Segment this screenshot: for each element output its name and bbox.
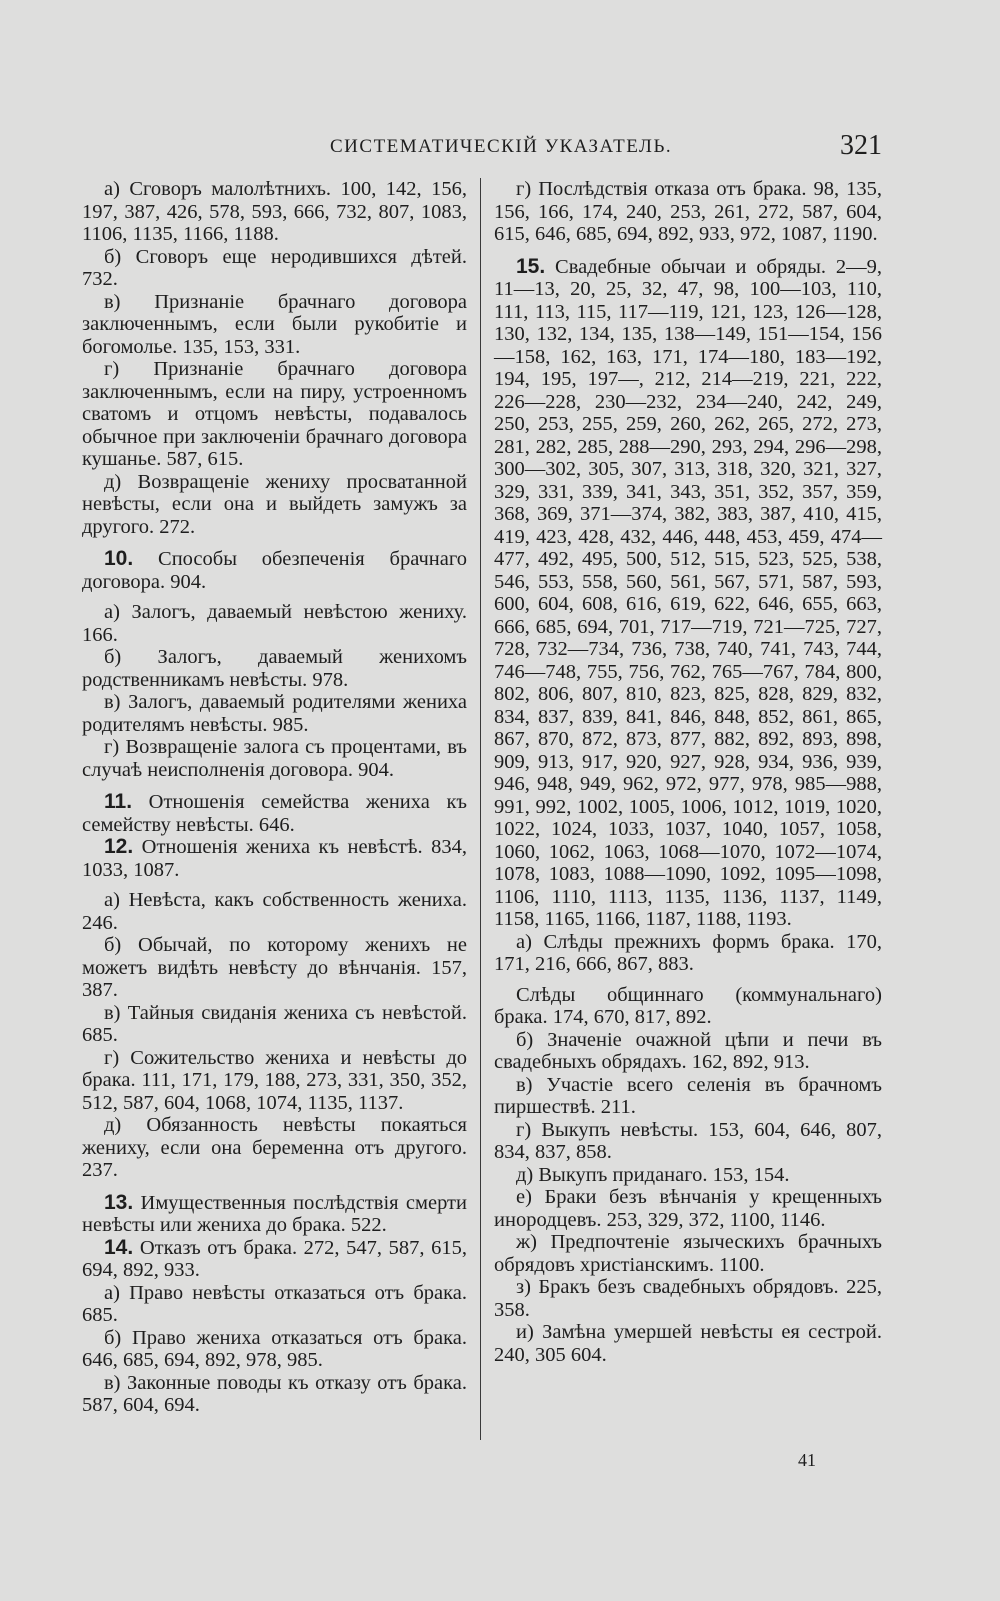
index-entry: д) Обязанность невѣсты покаяться жениху, если она беременна отъ другого. 237. xyxy=(82,1114,467,1181)
section-text: Отказъ отъ брака. 272, 547, 587, 615, 694, 892, 933. xyxy=(82,1236,467,1281)
left-column xyxy=(82,178,467,1417)
index-entry: г) Сожительство жениха и невѣсты до брака. 111, 171, 179, 188, 273, 331, 350, 352, 512, 587, 604, 1068, 1074, 1135, 1137. xyxy=(82,1046,467,1114)
section-heading-13 xyxy=(82,1192,467,1237)
section-text: Способы обезпеченія брачнаго договора. 904. xyxy=(82,548,467,593)
index-entry: а) Слѣды прежнихъ формъ брака. 170, 171, 216, 666, 867, 883. xyxy=(494,930,882,975)
column-divider xyxy=(480,178,481,1440)
right-column xyxy=(494,178,882,1366)
section-heading-11 xyxy=(82,791,467,836)
index-entry: в) Участіе всего селенія въ брачномъ пиршествѣ. 211. xyxy=(494,1073,882,1118)
index-entry: в) Признаніе брачнаго договора заключеннымъ, если были рукобитіе и богомолье. 135, 153, 331. xyxy=(82,290,467,358)
index-entry: г) Выкупъ невѣсты. 153, 604, 646, 807, 834, 837, 858. xyxy=(494,1118,882,1163)
page-title: СИСТЕМАТИЧЕСКІЙ УКАЗАТЕЛЬ. xyxy=(330,136,673,157)
index-entry: з) Бракъ безъ свадебныхъ обрядовъ. 225, 358. xyxy=(494,1276,882,1321)
section-number: 14. xyxy=(104,1235,134,1259)
section-number: 13. xyxy=(104,1190,134,1214)
index-entry: д) Возвращеніе жениху просватанной невѣсты, если она и выйдеть замужъ за другого. 272. xyxy=(82,470,467,538)
section-number: 15. xyxy=(516,254,546,278)
index-entry: а) Невѣста, какъ собственность жениха. 246. xyxy=(82,889,467,934)
section-text: Отношенія семейства жениха къ семейству невѣсты. 646. xyxy=(82,791,468,836)
index-entry: г) Возвращеніе залога съ процентами, въ случаѣ неисполненія договора. 904. xyxy=(82,736,467,781)
section-heading-10 xyxy=(82,548,467,593)
index-entry: б) Сговоръ еще неродившихся дѣтей. 732. xyxy=(82,245,467,290)
section-number: 11. xyxy=(104,790,133,813)
index-entry: в) Залогъ, даваемый родителями жениха родителямъ невѣсты. 985. xyxy=(82,691,467,736)
running-head xyxy=(82,130,882,164)
index-entry: б) Значеніе очажной цѣпи и печи въ свадебныхъ обрядахъ. 162, 892, 913. xyxy=(494,1028,882,1073)
section-heading-15 xyxy=(494,256,882,931)
index-entry: и) Замѣна умершей невѣсты ея сестрой. 240, 305 604. xyxy=(494,1321,882,1366)
page-number: 321 xyxy=(840,130,882,161)
index-entry: б) Право жениха отказаться отъ брака. 646, 685, 694, 892, 978, 985. xyxy=(82,1326,467,1371)
index-entry: в) Законные поводы къ отказу отъ брака. 587, 604, 694. xyxy=(82,1371,467,1416)
index-entry: е) Браки безъ вѣнчанія у крещенныхъ инородцевъ. 253, 329, 372, 1100, 1146. xyxy=(494,1186,882,1231)
index-entry: б) Залогъ, даваемый женихомъ родственникамъ невѣсты. 978. xyxy=(82,646,467,691)
index-entry: г) Послѣдствія отказа отъ брака. 98, 135, 156, 166, 174, 240, 253, 261, 272, 587, 604, 615, 646, 685, 694, 892, 933, 972, 1087, 1190. xyxy=(494,178,882,245)
index-entry: а) Залогъ, даваемый невѣстою жениху. 166. xyxy=(82,601,467,646)
section-text: Имущественныя послѣдствія смерти невѣсты или жениха до брака. 522. xyxy=(82,1191,467,1236)
index-entry: д) Выкупъ приданаго. 153, 154. xyxy=(516,1163,790,1186)
index-entry: в) Тайныя свиданія жениха съ невѣстой. 685. xyxy=(82,1001,467,1046)
index-entry: б) Обычай, по которому женихъ не можетъ видѣть невѣсту до вѣнчанія. 157, 387. xyxy=(82,934,467,1001)
section-text: Свадебные обычаи и обряды. 2—9, 11—13, 20, 25, 32, 47, 98, 100—103, 110, 111, 113, 115, 117—119, 121, 123, 126—128, 130, 132, 134, 135, 138—149, 151—154, 156—158, 162, 163, 171, 174—180, 183—192, 194, 195, 197—, 212, 214—219, 221, 222, 226—228, 230—232, 234—240, 242, 249, 250, 253, 255, 259, 260, 262, 265, 272, 273, 281, 282, 285, 288—290, 293, 294, 296—298, 300—302, 305, 307, 313, 318, 320, 321, 327, 329, 331, 339, 341, 343, 351, 352, 357, 359, 368, 369, 371—374, 382, 383, 387, 410, 415, 419, 423, 428, 432, 446, 448, 453, 459, 474—477, 492, 495, 500, 512, 515, 523, 525, 538, 546, 553, 558, 560, 561, 567, 571, 587, 593, 600, 604, 608, 616, 619, 622, 646, 655, 663, 666, 685, 694, 701, 717—719, 721—725, 727, 728, 732—734, 736, 738, 740, 741, 743, 744, 746—748, 755, 756, 762, 765—767, 784, 800, 802, 806, 807, 810, 823, 825, 828, 829, 832, 834, 837, 839, 841, 846, 848, 852, 861, 865, 867, 870, 872, 873, 877, 882, 892, 893, 898, 909, 913, 917, 920, 927, 928, 934, 936, 939, 946, 948, 949, 962, 972, 977, 978, 985—988, 991, 992, 1002, 1005, 1006, 1012, 1019, 1020, 1022, 1024, 1033, 1037, 1040, 1057, 1058, 1060, 1062, 1063, 1068—1070, 1072—1074, 1078, 1083, 1088—1090, 1092, 1095—1098, 1106, 1110, 1113, 1135, 1136, 1137, 1149, 1158, 1165, 1166, 1187, 1188, 1193. xyxy=(494,255,882,930)
section-number: 12. xyxy=(104,835,134,858)
section-heading-12 xyxy=(82,836,467,881)
index-entry: ж) Предпочтеніе языческихъ брачныхъ обрядовъ христіанскимъ. 1100. xyxy=(494,1231,882,1276)
section-number: 10. xyxy=(104,547,134,570)
printer-signature-mark: 41 xyxy=(798,1450,816,1470)
index-entry: а) Право невѣсты отказаться отъ брака. 685. xyxy=(82,1281,467,1326)
index-entry: Слѣды общиннаго (коммунальнаго) брака. 174, 670, 817, 892. xyxy=(494,983,882,1028)
index-entry: а) Сговоръ малолѣтнихъ. 100, 142, 156, 197, 387, 426, 578, 593, 666, 732, 807, 1083, 1106, 1135, 1166, 1188. xyxy=(82,178,467,245)
section-heading-14 xyxy=(82,1237,467,1282)
index-entry: г) Признаніе брачнаго договора заключеннымъ, если на пиру, устроенномъ сватомъ и отцомъ невѣсты, подавалось обычное при заключеніи брачнаго договора кушанье. 587, 615. xyxy=(82,358,467,470)
section-text: Отношенія жениха къ невѣстѣ. 834, 1033, 1087. xyxy=(82,836,467,881)
